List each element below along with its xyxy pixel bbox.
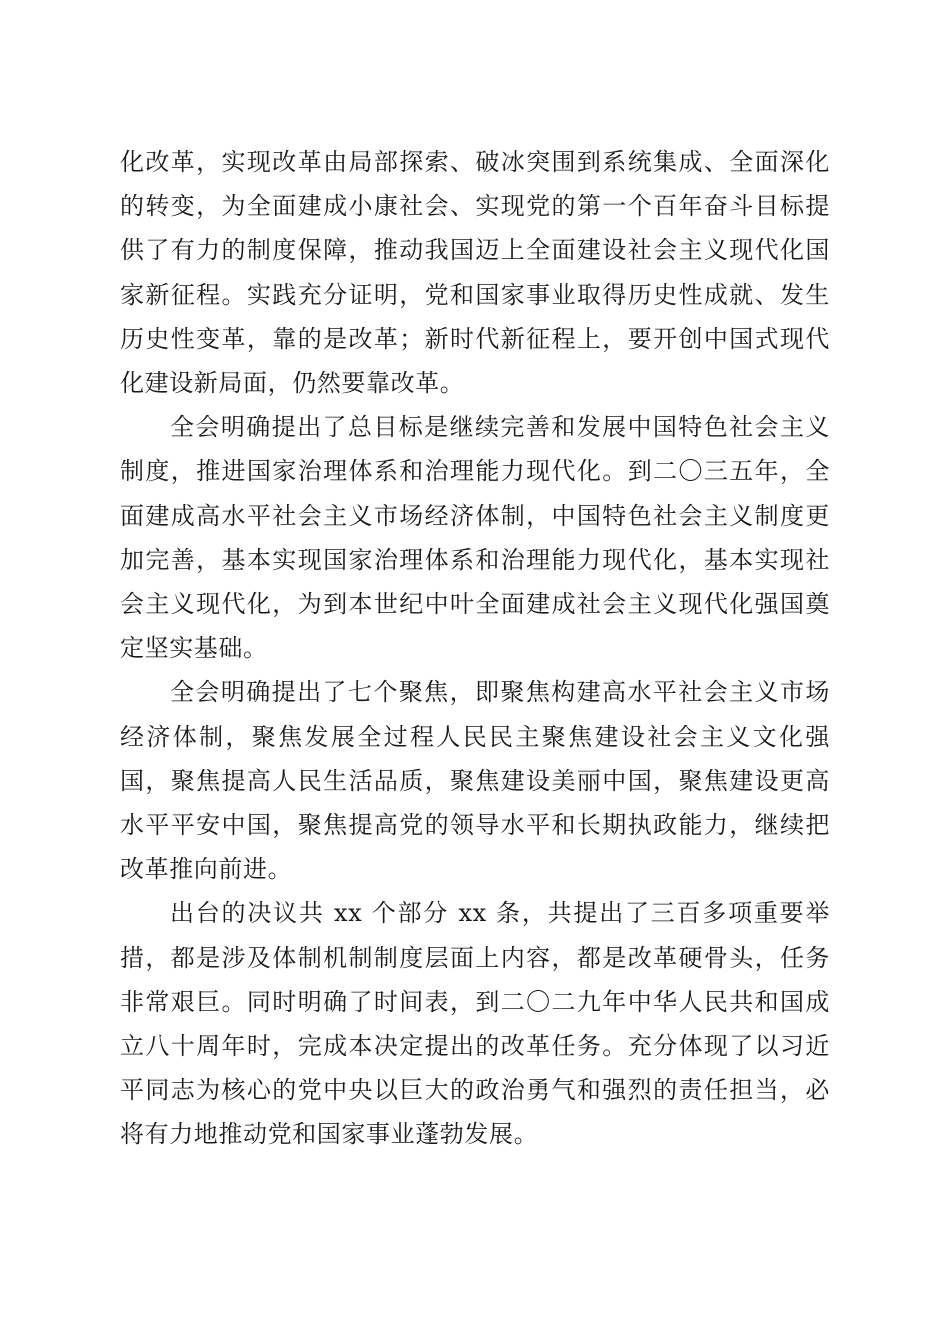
paragraph-3: 全会明确提出了七个聚焦，即聚焦构建高水平社会主义市场经济体制，聚焦发展全过程人民民主聚焦建设社会主义文化强国，聚焦提高人民生活品质，聚焦建设美丽中国，聚焦建设更高水平平安中国，聚焦提高党的领导水平和长期执政能力，继续把改革推向前进。 — [120, 678, 830, 884]
paragraph-4: 出台的决议共 xx 个部分 xx 条，共提出了三百多项重要举措，都是涉及体制机制制度层面上内容，都是改革硬骨头，任务非常艰巨。同时明确了时间表，到二〇二九年中华人民共和国成立八十周年时，完成本决定提出的改革任务。充分体现了以习近平同志为核心的党中央以巨大的政治勇气和强烈的责任担当，必将有力地推动党和国家事业蓬勃发展。 — [120, 899, 830, 1149]
body-text — [120, 140, 830, 1157]
paragraph-2: 全会明确提出了总目标是继续完善和发展中国特色社会主义制度，推进国家治理体系和治理能力现代化。到二〇三五年，全面建成高水平社会主义市场经济体制，中国特色社会主义制度更加完善，基本实现国家治理体系和治理能力现代化，基本实现社会主义现代化，为到本世纪中叶全面建成社会主义现代化强国奠定坚实基础。 — [120, 413, 830, 663]
paragraph-1: 化改革，实现改革由局部探索、破冰突围到系统集成、全面深化的转变，为全面建成小康社会、实现党的第一个百年奋斗目标提供了有力的制度保障，推动我国迈上全面建设社会主义现代化国家新征程。实践充分证明，党和国家事业取得历史性成就、发生历史性变革，靠的是改革；新时代新征程上，要开创中国式现代化建设新局面，仍然要靠改革。 — [120, 148, 830, 398]
